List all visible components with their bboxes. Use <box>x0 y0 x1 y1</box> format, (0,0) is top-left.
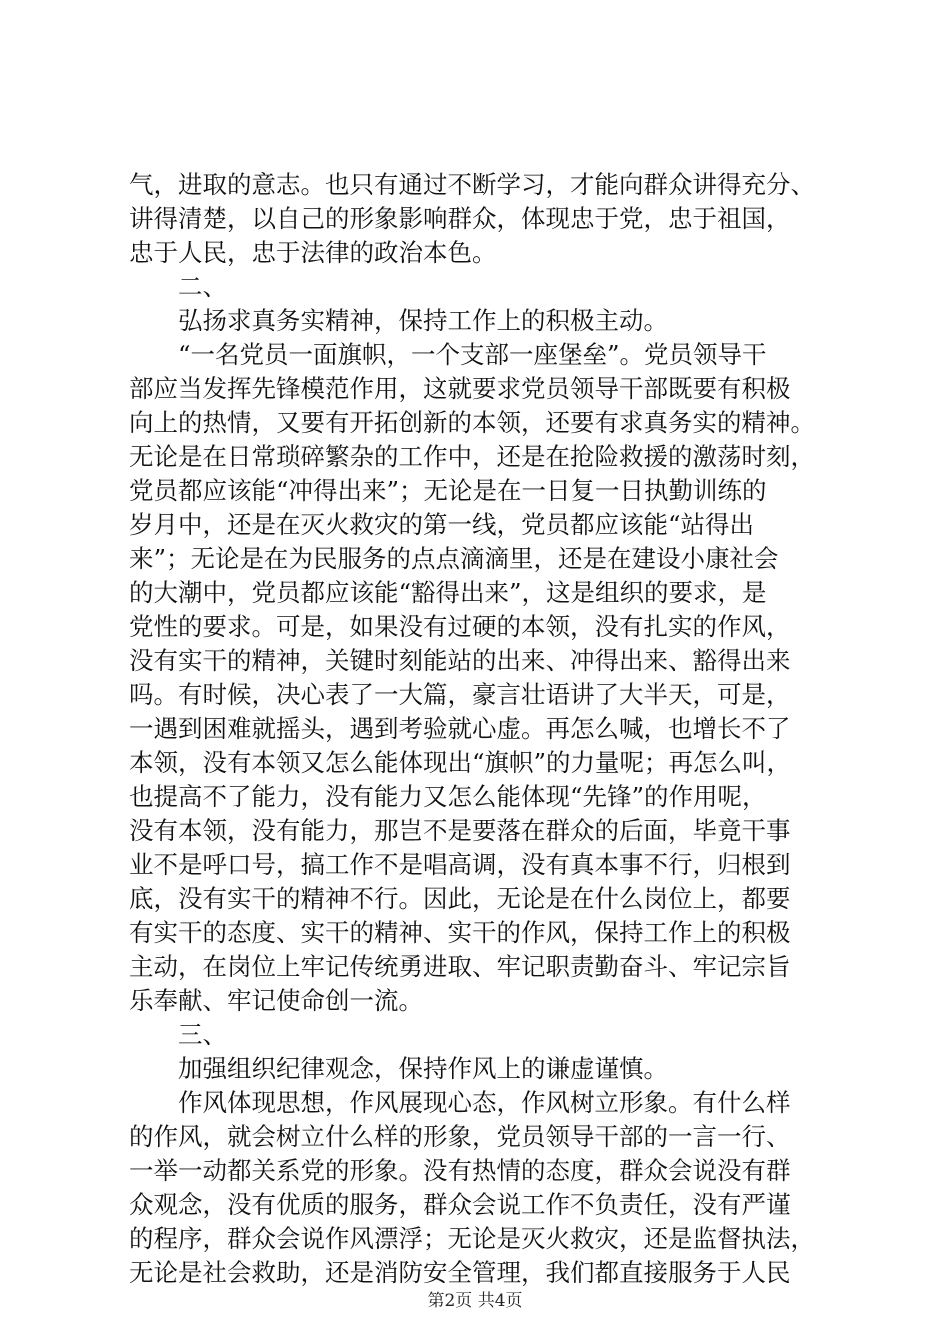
text-line: 无论是在日常琐碎繁杂的工作中，还是在抢险救援的激荡时刻， <box>129 442 815 471</box>
text-line: 来”；无论是在为民服务的点点滴滴里，还是在建设小康社会 <box>129 544 779 573</box>
text-line: 的大潮中，党员都应该能“豁得出来”，这是组织的要求，是 <box>129 578 767 607</box>
text-line: 的程序，群众会说作风漂浮；无论是灭火救灾，还是监督执法， <box>129 1224 815 1253</box>
text-line: 业不是呼口号，搞工作不是唱高调，没有真本事不行，归根到 <box>129 850 791 879</box>
text-line: 无论是社会救助，还是消防安全管理，我们都直接服务于人民 <box>129 1258 791 1287</box>
text-line: 党性的要求。可是，如果没有过硬的本领，没有扎实的作风， <box>129 612 791 641</box>
text-line: “一名党员一面旗帜，一个支部一座堡垒”。党员领导干 <box>178 340 767 369</box>
text-line: 众观念，没有优质的服务，群众会说工作不负责任，没有严谨 <box>129 1190 791 1219</box>
text-line: 党员都应该能“冲得出来”；无论是在一日复一日执勤训练的 <box>129 476 767 505</box>
text-line: 作风体现思想，作风展现心态，作风树立形象。有什么样 <box>178 1088 791 1117</box>
text-line: 的作风，就会树立什么样的形象，党员领导干部的一言一行、 <box>129 1122 791 1151</box>
text-line: 底，没有实干的精神不行。因此，无论是在什么岗位上，都要 <box>129 884 791 913</box>
document-body <box>129 168 829 1290</box>
text-line: 二、 <box>178 272 227 301</box>
text-line: 讲得清楚，以自己的形象影响群众，体现忠于党，忠于祖国， <box>129 204 791 233</box>
text-line: 岁月中，还是在灭火救灾的第一线，党员都应该能“站得出 <box>129 510 755 539</box>
text-line: 部应当发挥先锋模范作用，这就要求党员领导干部既要有积极 <box>129 374 791 403</box>
text-line: 气，进取的意志。也只有通过不断学习，才能向群众讲得充分、 <box>129 170 815 199</box>
text-line: 没有实干的精神，关键时刻能站的出来、冲得出来、豁得出来 <box>129 646 791 675</box>
text-line: 向上的热情，又要有开拓创新的本领，还要有求真务实的精神。 <box>129 408 815 437</box>
text-line: 弘扬求真务实精神，保持工作上的积极主动。 <box>178 306 668 335</box>
text-line: 本领，没有本领又怎么能体现出“旗帜”的力量呢；再怎么叫， <box>129 748 792 777</box>
text-line: 乐奉献、牢记使命创一流。 <box>129 986 423 1015</box>
text-line: 主动，在岗位上牢记传统勇进取、牢记职责勤奋斗、牢记宗旨 <box>129 952 791 981</box>
text-line: 忠于人民，忠于法律的政治本色。 <box>129 238 497 267</box>
text-line: 一遇到困难就摇头，遇到考验就心虚。再怎么喊，也增长不了 <box>129 714 791 743</box>
text-line: 也提高不了能力，没有能力又怎么能体现“先锋”的作用呢， <box>129 782 767 811</box>
text-line: 一举一动都关系党的形象。没有热情的态度，群众会说没有群 <box>129 1156 791 1185</box>
page-number-footer: 第2页 共4页 <box>427 1291 523 1311</box>
text-line: 加强组织纪律观念，保持作风上的谦虚谨慎。 <box>178 1054 668 1083</box>
text-line: 没有本领，没有能力，那岂不是要落在群众的后面，毕竟干事 <box>129 816 791 845</box>
text-line: 吗。有时候，决心表了一大篇，豪言壮语讲了大半天，可是， <box>129 680 791 709</box>
text-line: 有实干的态度、实干的精神、实干的作风，保持工作上的积极 <box>129 918 791 947</box>
text-line: 三、 <box>178 1020 227 1049</box>
